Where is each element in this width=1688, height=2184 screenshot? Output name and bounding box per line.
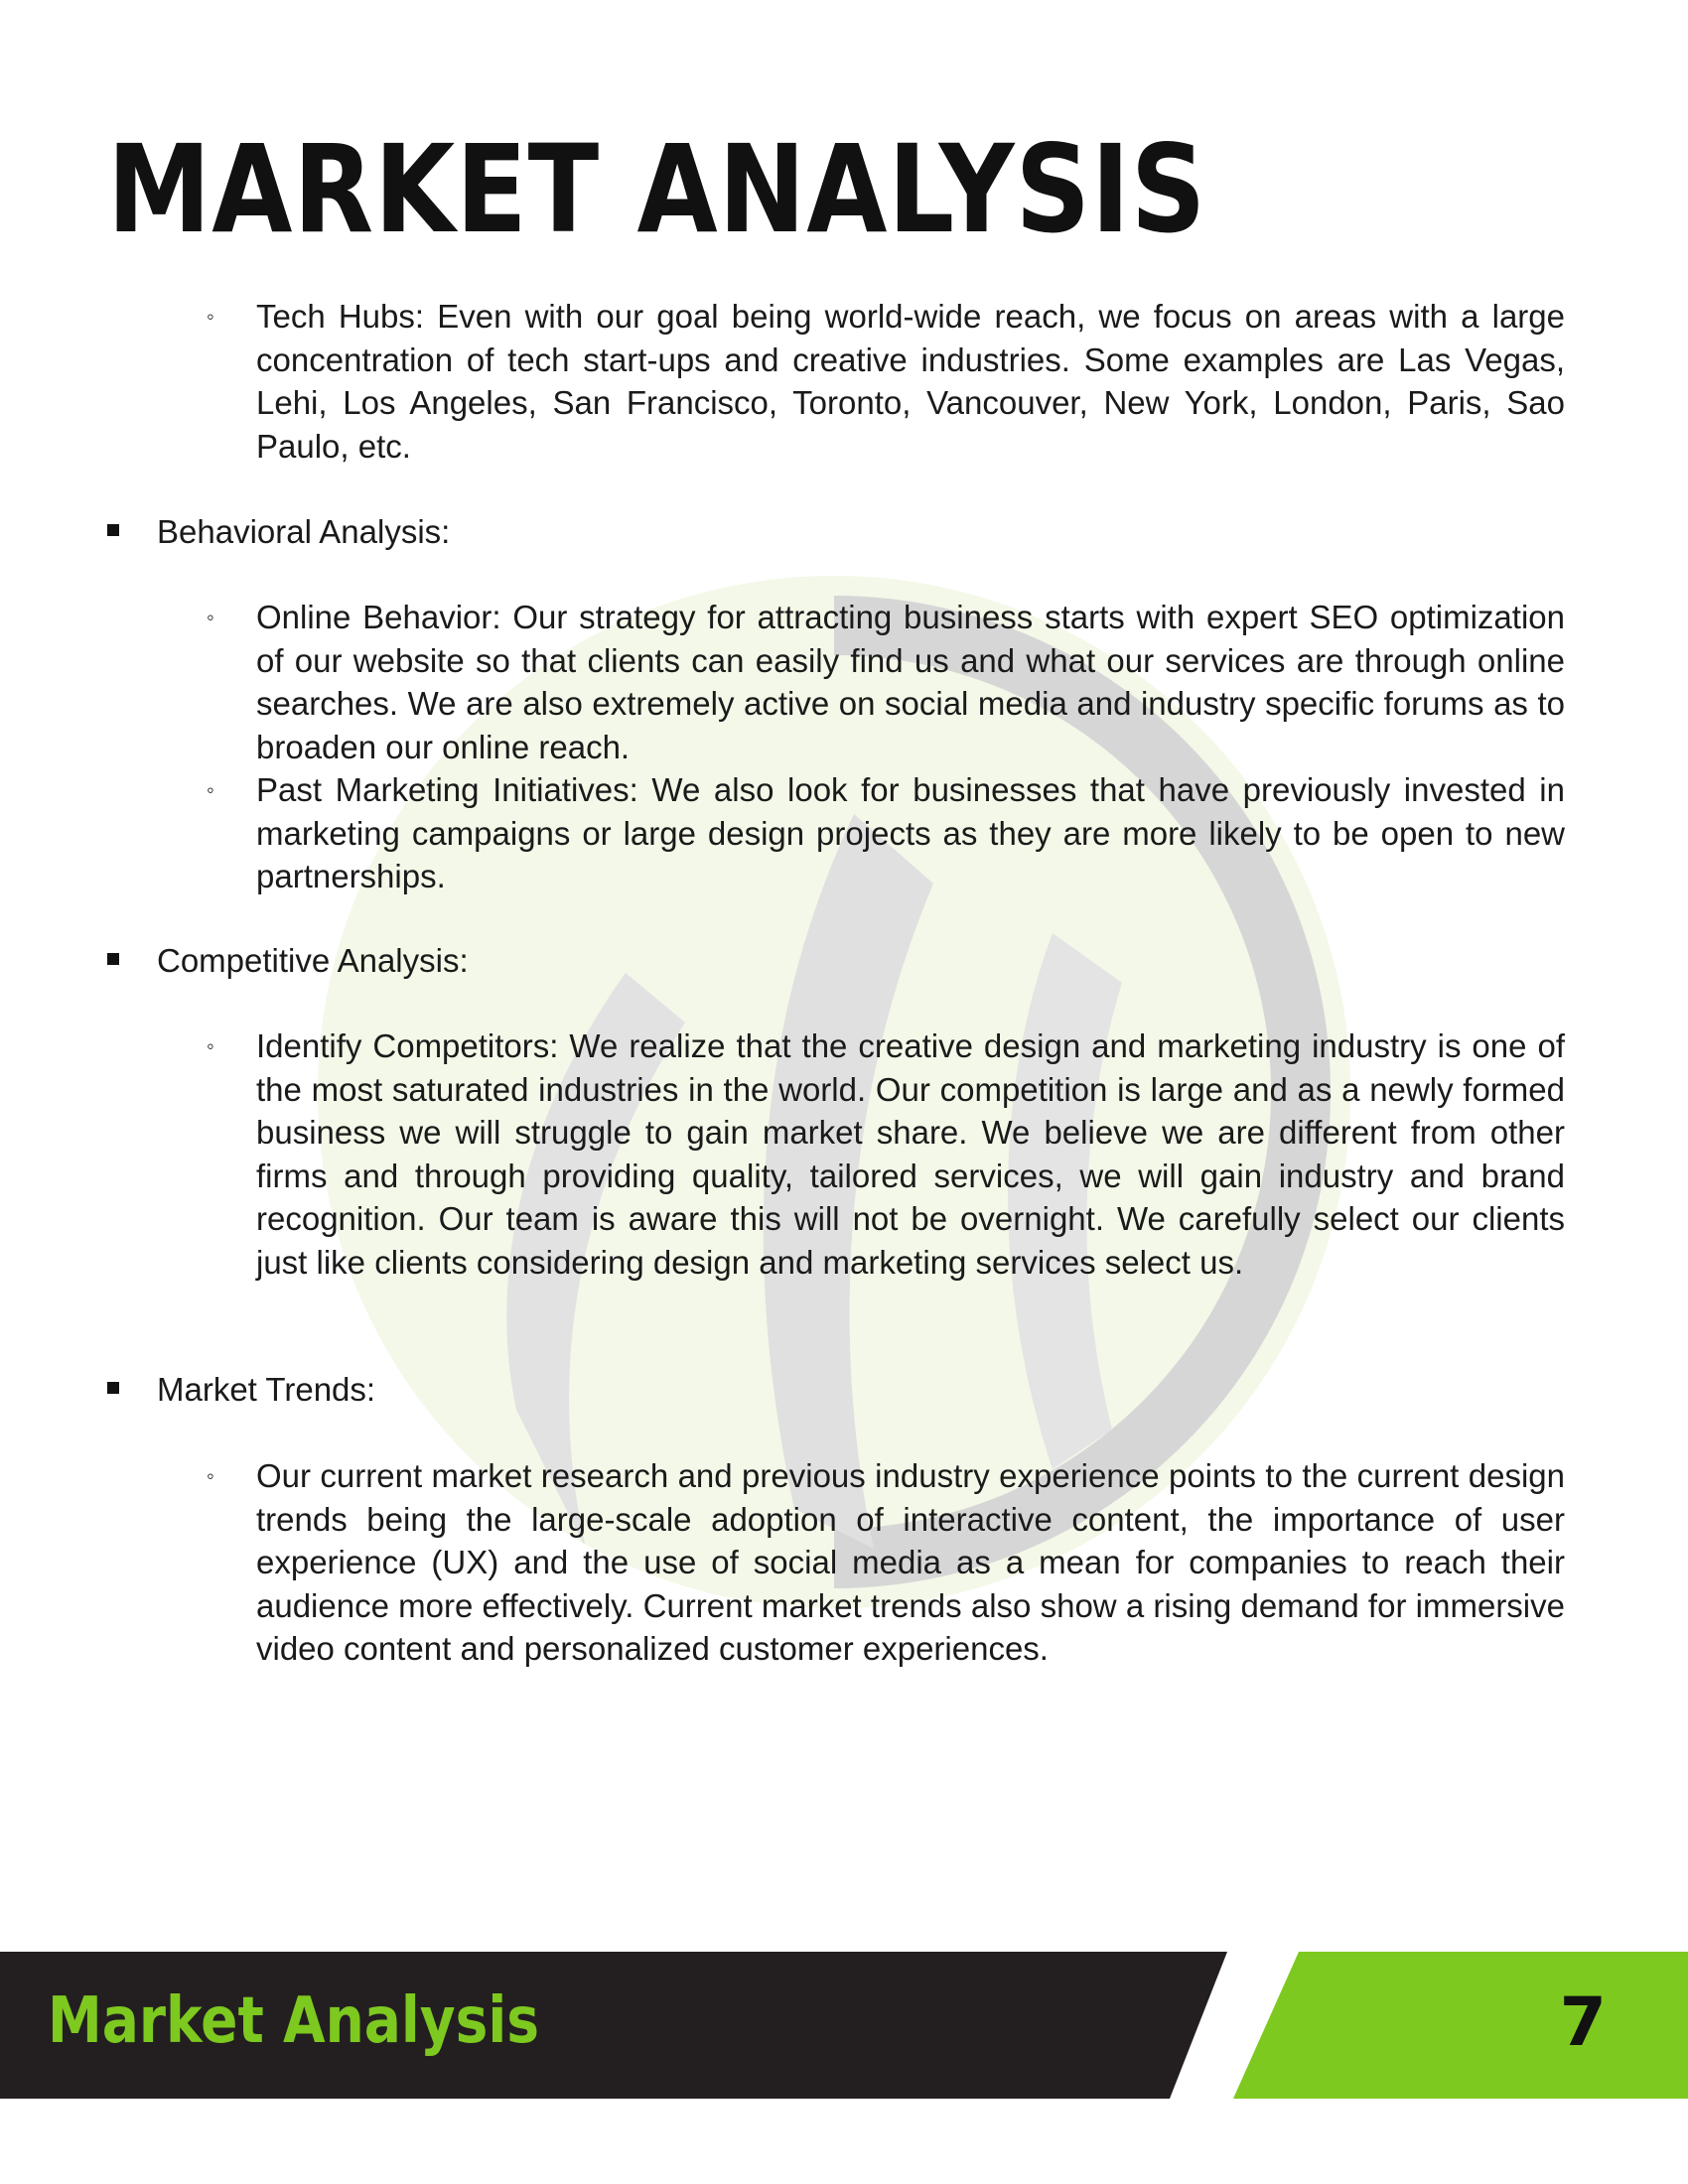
square-bullet-icon xyxy=(107,524,119,536)
circle-bullet-icon: ◦ xyxy=(207,777,214,802)
footer-title: Market Analysis xyxy=(48,1984,540,2058)
section-heading-behavioral xyxy=(157,510,450,554)
list-item xyxy=(207,768,1565,898)
tech-hubs-text: Tech Hubs: Even with our goal being world-wide reach, we focus on areas with a large concentration of tech start-ups and creative industries. Some examples are Las Vegas, Lehi, Los Angeles, San Francisco, Toronto, Vancouver, New York, London, Paris, Sao Paulo, etc. xyxy=(256,298,1565,465)
square-bullet-icon xyxy=(107,953,119,965)
market-trends-text: Our current market research and previous industry experience points to the current design trends being the large-scale adoption of interactive content, the importance of user experience (UX) and the use of social media as a mean for companies to reach their audience more effectively. Current market trends also show a rising demand for immersive video content and personalized customer experiences. xyxy=(256,1457,1565,1667)
page-title: MARKET ANALYSIS xyxy=(107,119,1207,260)
square-bullet-icon xyxy=(107,1382,119,1394)
circle-bullet-icon: ◦ xyxy=(207,304,214,329)
circle-bullet-icon: ◦ xyxy=(207,1463,214,1488)
past-marketing-text: Past Marketing Initiatives: We also look for businesses that have previously invested in marketing campaigns or large design projects as they are more likely to be open to new partnerships. xyxy=(256,771,1565,894)
list-item xyxy=(207,1024,1565,1284)
page-number: 7 xyxy=(1559,1983,1607,2062)
trends-heading-text: Market Trends: xyxy=(157,1371,376,1408)
list-item xyxy=(207,295,1565,468)
online-behavior-text: Online Behavior: Our strategy for attracting business starts with expert SEO optimization of our website so that clients can easily find us and what our services are through online searches. We are also extremely active on social media and industry specific forums as to broaden our online reach. xyxy=(256,599,1565,765)
section-heading-trends xyxy=(157,1368,375,1412)
competitive-heading-text: Competitive Analysis: xyxy=(157,942,469,979)
circle-bullet-icon: ◦ xyxy=(207,1033,214,1058)
list-item xyxy=(207,596,1565,768)
footer-green-band xyxy=(1233,1952,1688,2099)
behavioral-heading-text: Behavioral Analysis: xyxy=(157,513,451,550)
identify-competitors-text: Identify Competitors: We realize that the creative design and marketing industry is one of the most saturated industries in the world. Our competition is large and as a newly formed business we will struggle to gain market share. We believe we are different from other firms and through providing quality, tailored services, we will gain industry and brand recognition. Our team is aware this will not be overnight. We carefully select our clients just like clients considering design and marketing services select us. xyxy=(256,1027,1565,1281)
section-heading-competitive xyxy=(157,939,469,983)
footer-bar xyxy=(0,1952,1688,2101)
circle-bullet-icon: ◦ xyxy=(207,605,214,629)
list-item xyxy=(207,1454,1565,1671)
